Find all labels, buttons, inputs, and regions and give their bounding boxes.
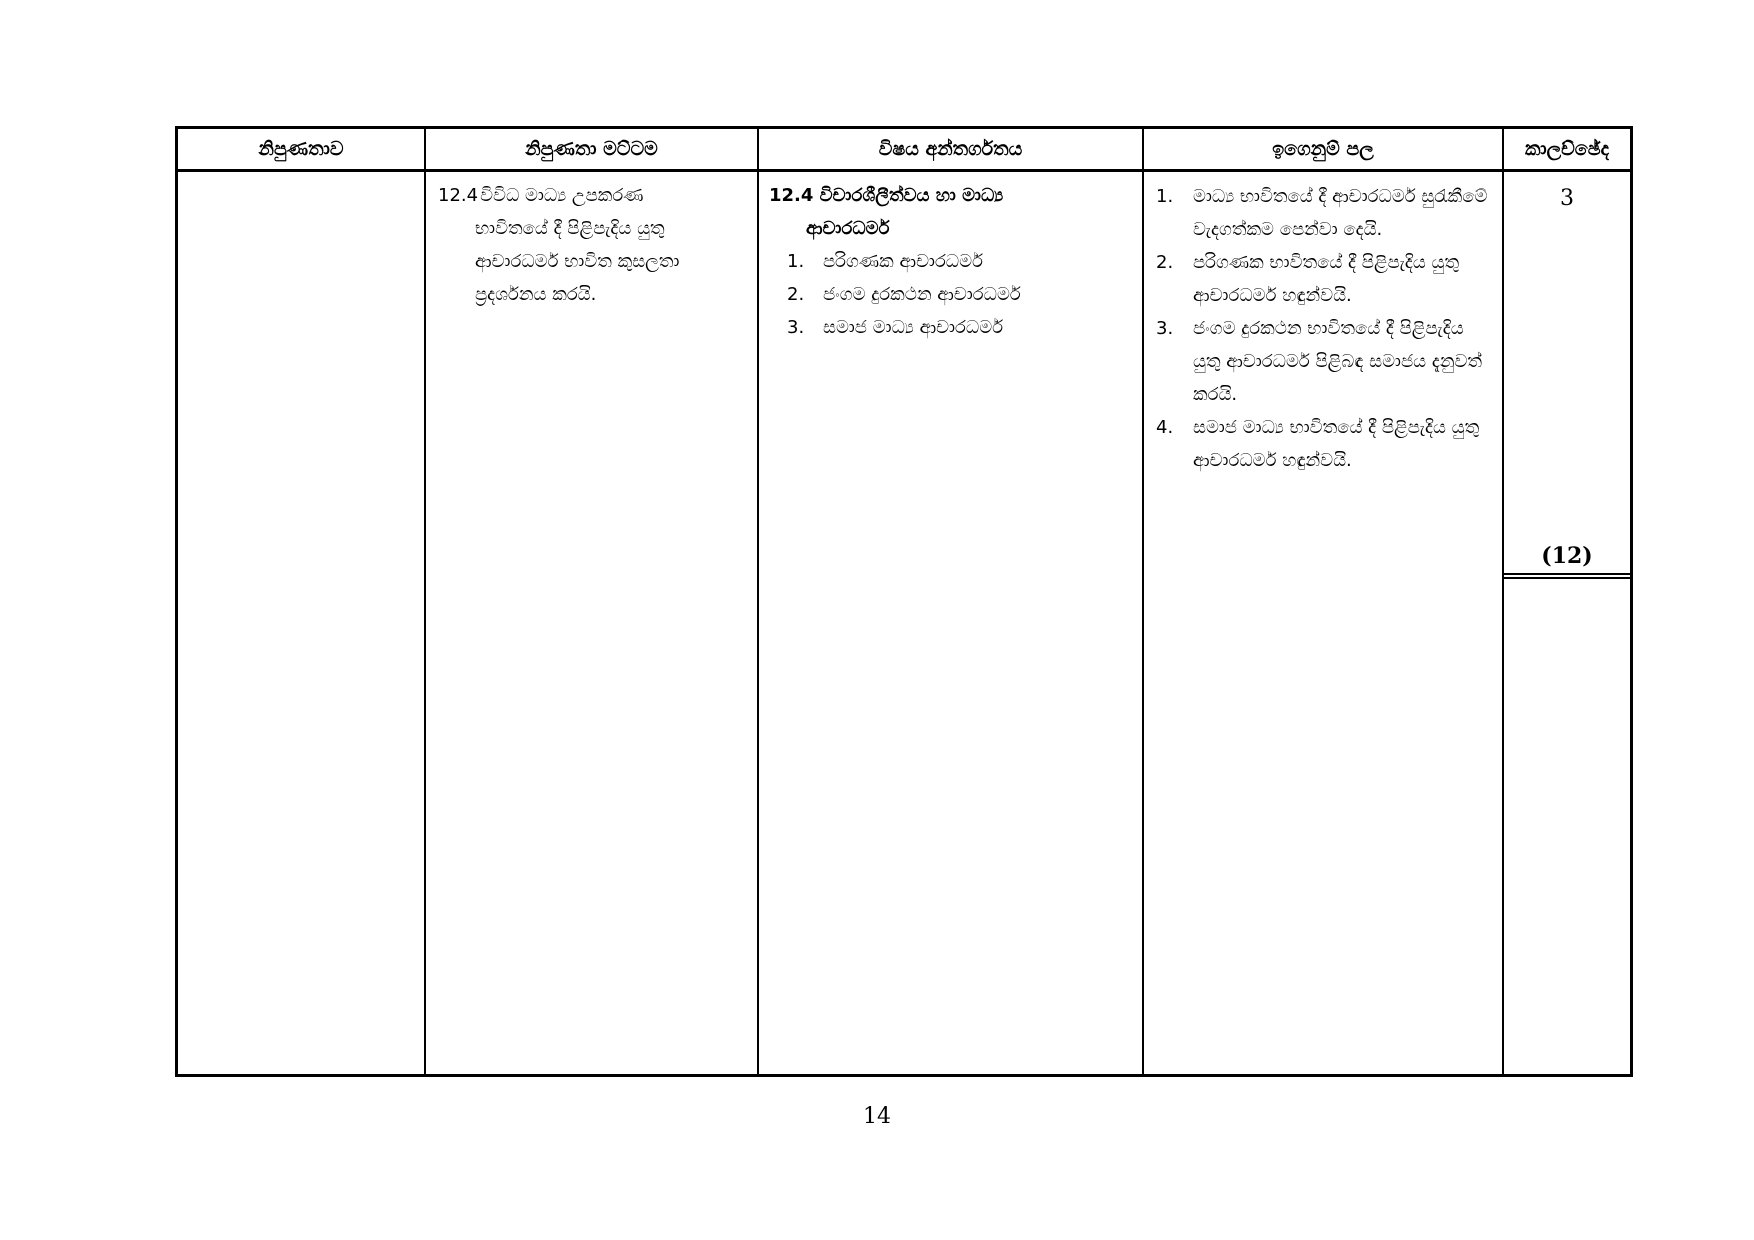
subject-content-title [759,172,1142,245]
list-item [787,311,1142,344]
header-competency-level: නිපුණතා මට්ටම [525,138,658,160]
learning-outcomes-list [1144,172,1502,477]
list-item-text: ජංගම දුරකථන භාවිතයේ දී පිළිපැදිය යුතු ආචාරධර්ම පිළිබඳ සමාජය දැනුවත් කරයි. [1193,318,1482,405]
header-learning-outcomes: ඉගෙනුම් පල [1272,138,1374,160]
list-item-text: මාධ්‍ය භාවිතයේ දී ආචාරධර්ම සුරැකීමේ වැදගත්කම පෙන්වා දෙයි. [1193,186,1488,240]
cell-periods [1504,172,1630,1074]
periods-total-double-rule [1504,573,1630,579]
list-item [1156,411,1492,477]
list-item [1156,246,1492,312]
list-item-text: පරිගණක භාවිතයේ දී පිළිපැදිය යුතු ආචාරධර්ම හඳුන්වයි. [1193,252,1460,306]
competency-level-first-line: විවිධ මාධ්‍ය උපකරණ [480,185,644,206]
list-item-text: ජංගම දුරකථන ආචාරධර්ම [823,284,1021,305]
competency-level-body: භාවිතයේ දී පිළිපැදිය යුතු ආචාරධර්ම භාවිත කුසලතා ප්‍රදර්ශනය කරයි. [475,218,680,305]
list-item [787,278,1142,311]
cell-subject-content [759,172,1142,1074]
subject-content-title-line1: 12.4 විචාරශීලීත්වය හා මාධ්‍ය [769,185,1004,206]
cell-competency [178,172,424,1074]
list-item-number: 3. [1156,318,1174,339]
header-periods: කාලච්ඡේද [1524,138,1610,160]
subject-content-list [759,245,1142,344]
list-item-number: 4. [1156,417,1174,438]
cell-learning-outcomes [1144,172,1502,1074]
list-item-number: 1. [1156,186,1174,207]
list-item-text: පරිගණක ආචාරධර්ම [823,251,983,272]
page-number: 14 [863,1104,891,1129]
list-item [1156,180,1492,246]
periods-value: 3 [1560,186,1574,211]
cell-competency-level [426,172,757,1074]
list-item [787,245,1142,278]
list-item-number: 2. [787,284,805,305]
header-competency: නිපුණතාව [258,138,344,160]
competency-level-number: 12.4 [438,185,479,206]
list-item-text: සමාජ මාධ්‍ය ආචාරධර්ම [823,317,1004,338]
periods-total: (12) [1541,543,1593,569]
list-item-text: සමාජ මාධ්‍ය භාවිතයේ දී පිළිපැදිය යුතු ආචාරධර්ම හඳුන්වයි. [1193,417,1480,471]
list-item [1156,312,1492,411]
list-item-number: 3. [787,317,805,338]
subject-content-title-line2: ආචාරධර්ම [806,218,890,239]
curriculum-table [175,126,1633,1077]
list-item-number: 1. [787,251,805,272]
list-item-number: 2. [1156,252,1174,273]
header-subject-content: විෂය අන්තර්ගතය [878,138,1023,160]
